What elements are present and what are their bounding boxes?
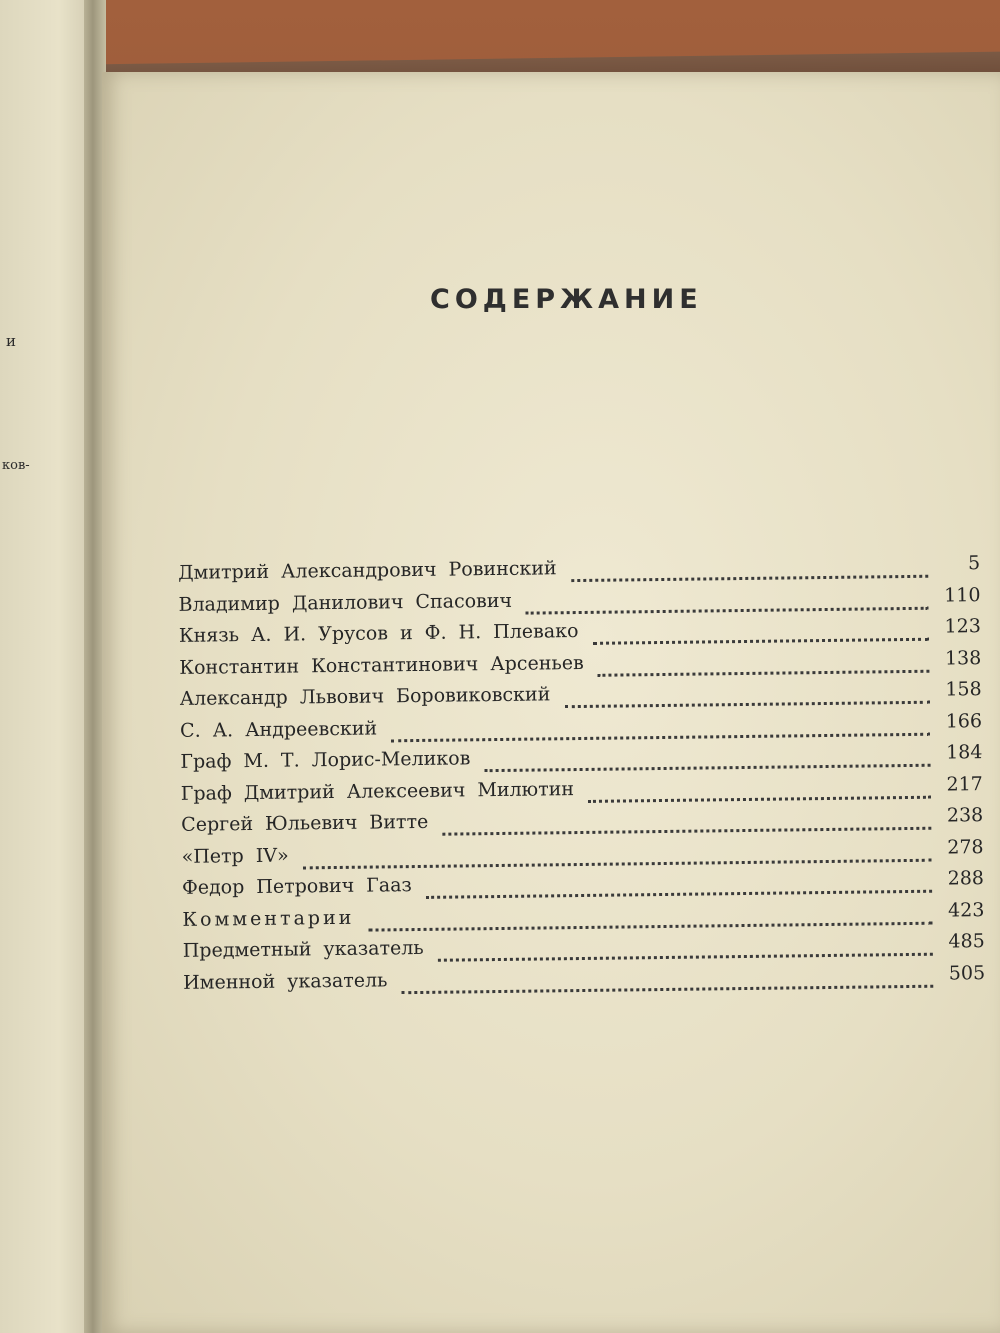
toc-entry-title: Константин Константинович Арсеньев <box>179 651 584 679</box>
toc-leader-dots <box>597 649 929 676</box>
toc-leader-dots <box>401 964 933 993</box>
toc-entry-title: С. А. Андреевский <box>179 716 378 742</box>
toc-entry-page: 158 <box>945 678 982 701</box>
toc-entry-title: Сергей Юльевич Витте <box>181 810 429 836</box>
toc-entry-page: 184 <box>946 741 983 764</box>
left-page-fragment: ков- <box>2 458 30 473</box>
toc-entry-page: 423 <box>947 898 985 922</box>
toc-entry-title: Дмитрий Александрович Ровинский <box>178 557 557 584</box>
toc-leader-dots <box>484 744 930 772</box>
toc-leader-dots <box>593 618 929 645</box>
toc-entry-page: 123 <box>944 615 982 638</box>
left-page-fragment: и <box>6 332 16 350</box>
toc-entry-page: 505 <box>948 961 986 985</box>
toc-entry-page: 166 <box>945 709 983 733</box>
toc-entry-page: 485 <box>948 930 985 953</box>
toc-entry-title: Комментарии <box>182 906 355 931</box>
toc-leader-dots <box>571 555 928 582</box>
toc-entry-page: 238 <box>946 804 984 827</box>
toc-leader-dots <box>588 775 931 802</box>
toc-entry-title: Граф Дмитрий Алексеевич Милютин <box>180 777 575 805</box>
toc-entry-title: Предметный указатель <box>182 936 424 962</box>
page-title: СОДЕРЖАНИЕ <box>430 284 703 315</box>
toc-entry-title: Именной указатель <box>183 968 388 994</box>
table-of-contents <box>170 550 985 1001</box>
toc-entry-title: Александр Львович Боровиковский <box>179 683 551 710</box>
toc-entry-page: 5 <box>967 552 981 575</box>
toc-leader-dots <box>426 870 932 899</box>
toc-entry-title: «Петр IV» <box>181 844 289 868</box>
toc-entry-title: Владимир Данилович Спасович <box>178 589 513 616</box>
toc-entry-page: 288 <box>947 867 985 890</box>
toc-entry-page: 278 <box>947 835 984 859</box>
toc-leader-dots <box>368 901 932 931</box>
toc-entry-title: Князь А. И. Урусов и Ф. Н. Плевако <box>178 620 579 647</box>
toc-leader-dots <box>565 681 930 708</box>
toc-leader-dots <box>303 838 932 869</box>
toc-leader-dots <box>442 807 931 836</box>
toc-leader-dots <box>391 712 930 742</box>
toc-entry-page: 110 <box>944 583 981 607</box>
toc-entry-page: 217 <box>946 772 983 796</box>
toc-entry-page: 138 <box>944 646 982 670</box>
toc-leader-dots <box>525 586 928 614</box>
toc-entry-title: Граф М. Т. Лорис-Меликов <box>180 747 471 773</box>
toc-entry-title: Федор Петрович Гааз <box>181 874 412 899</box>
toc-leader-dots <box>438 933 933 962</box>
